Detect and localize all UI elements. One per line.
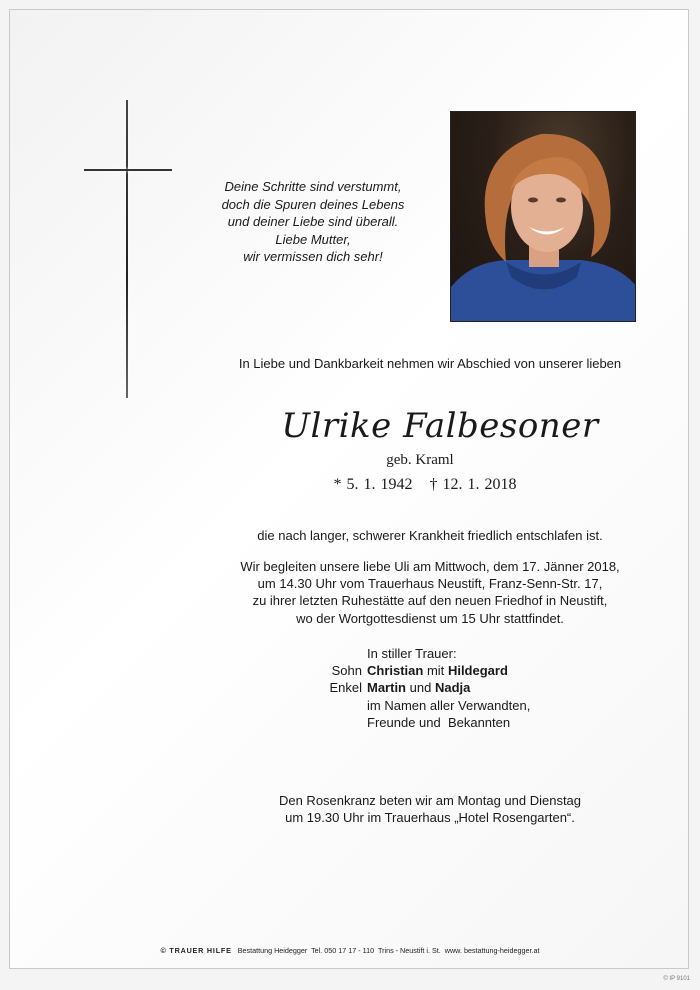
poem-line: Deine Schritte sind verstummt, (224, 179, 402, 194)
mourner-name: Nadja (434, 680, 471, 696)
mourners-closing: im Namen aller Verwandten, (367, 697, 531, 713)
mourner-row (300, 679, 530, 696)
funeral-line: Wir begleiten unsere liebe Uli am Mittwoch, dem 17. Jänner 2018, (240, 559, 620, 574)
maiden-name: geb. Kraml (386, 452, 454, 468)
portrait-photo (450, 111, 636, 322)
mourner-name: Hildegard (447, 663, 508, 679)
funeral-line: um 14.30 Uhr vom Trauerhaus Neustift, Franz-Senn-Str. 17, (257, 576, 603, 592)
poem-line: und deiner Liebe sind überall. (227, 214, 399, 229)
funeral-line: wo der Wortgottesdienst um 15 Uhr stattfindet. (296, 610, 564, 626)
mourners-list (300, 645, 530, 731)
life-dates (300, 476, 550, 494)
mourner-name: Martin (367, 680, 406, 696)
mourners-closing: Freunde und Bekannten (367, 714, 511, 730)
passing-text: die nach langer, schwerer Krankheit friedlich entschlafen ist. (257, 528, 603, 543)
intro-text: In Liebe und Dankbarkeit nehmen wir Abschied von unserer lieben (238, 356, 622, 371)
funeral-details (200, 558, 660, 627)
mourner-name: Christian (367, 663, 424, 679)
poem-line: wir vermissen dich sehr! (243, 249, 383, 264)
deceased-name: Ulrike Falbesoner (281, 406, 599, 446)
poem-line: doch die Spuren deines Lebens (221, 196, 405, 212)
rosary-text (200, 792, 660, 826)
mourner-row (300, 662, 530, 679)
joiner: und (409, 680, 432, 696)
birth-date: * 5. 1. 1942 (333, 476, 413, 493)
footer (0, 946, 700, 955)
relation: Enkel (329, 680, 362, 696)
poem (218, 178, 408, 266)
funeral-home-logo: © TRAUER HILFE (160, 946, 232, 955)
document-code: © IP 9101 (663, 976, 690, 982)
rosary-line: Den Rosenkranz beten wir am Montag und Dienstag (278, 793, 582, 808)
joiner: mit (426, 663, 445, 679)
relation: Sohn (331, 663, 362, 679)
funeral-line: zu ihrer letzten Ruhestätte auf den neuen Friedhof in Neustift, (252, 593, 608, 609)
rosary-line: um 19.30 Uhr im Trauerhaus „Hotel Rosengarten“. (285, 810, 575, 826)
poem-line: Liebe Mutter, (275, 231, 351, 247)
mourners-heading: In stiller Trauer: (367, 646, 457, 661)
footer-contact: Bestattung Heidegger Tel. 050 17 17 - 110 Trins - Neustift i. St. www. bestattung-heidegger.at (237, 946, 540, 955)
death-date: † 12. 1. 2018 (429, 476, 517, 493)
